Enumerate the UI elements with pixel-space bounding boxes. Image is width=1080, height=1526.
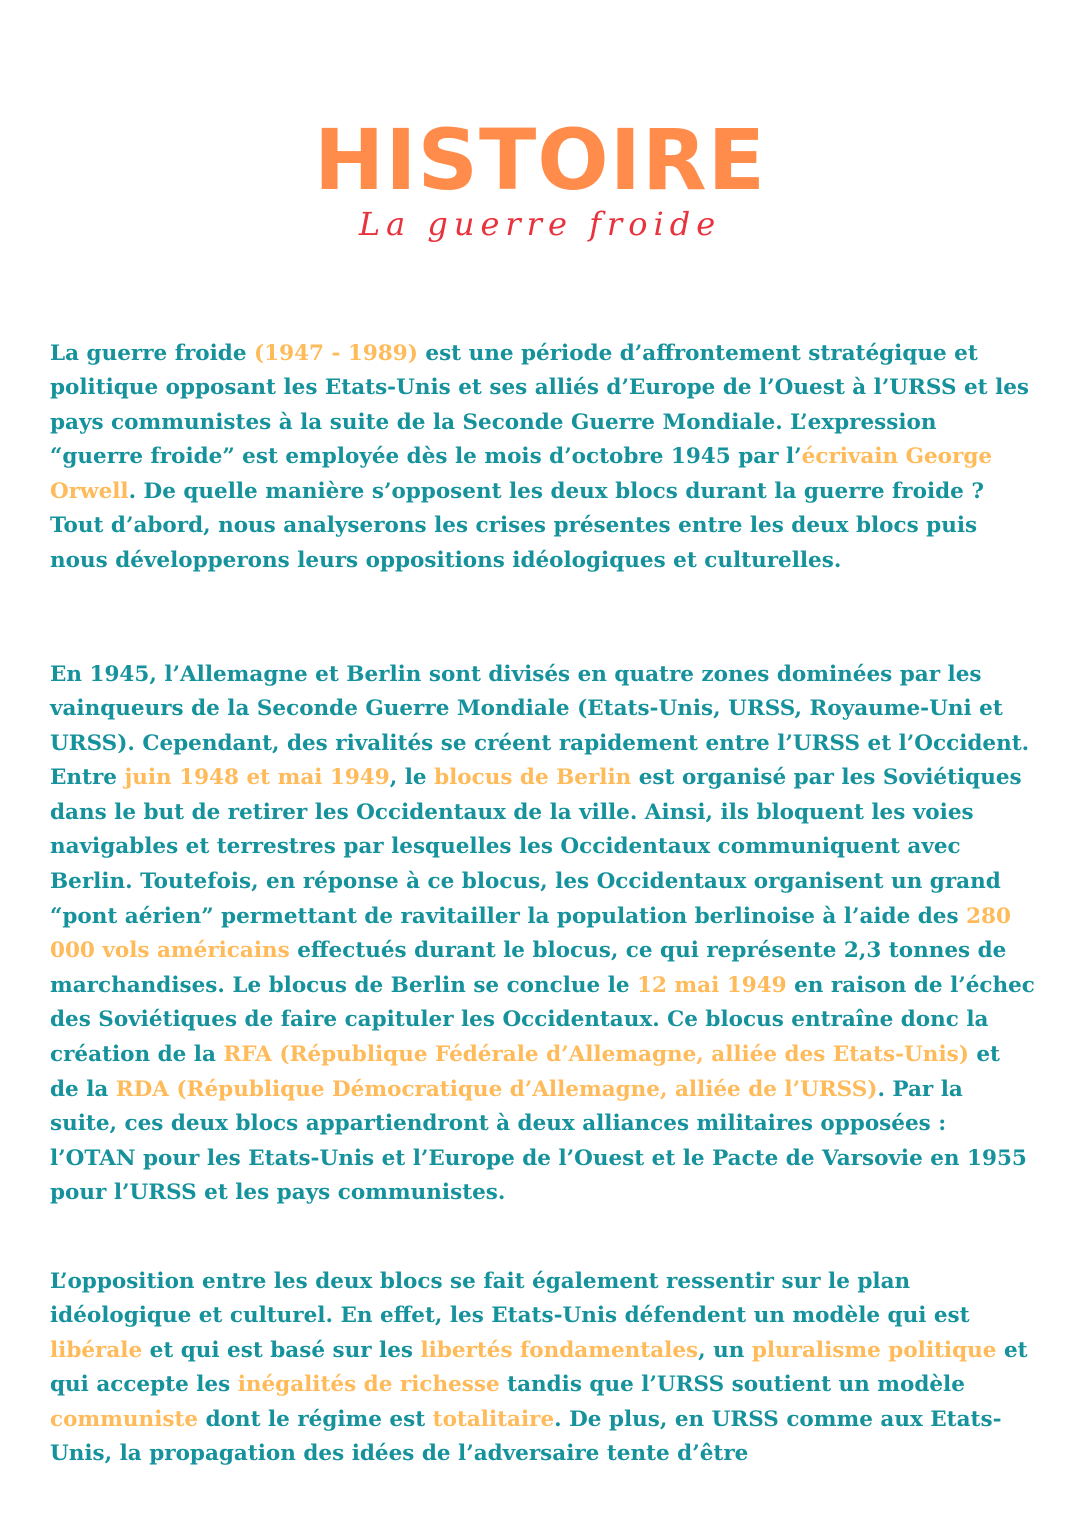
page-title: HISTOIRE [313, 111, 767, 209]
paragraph-ideological-opposition [50, 1265, 1035, 1473]
highlight-segment: communiste [50, 1406, 199, 1432]
text-segment: La guerre froide [50, 340, 254, 366]
highlight-segment: RDA (République Démocratique d’Allemagne, alliée de l’URSS) [115, 1076, 878, 1102]
highlight-segment: libertés fondamentales [420, 1337, 699, 1363]
text-segment: et qui accepte les [50, 1337, 1028, 1398]
text-segment: dont le régime est [198, 1406, 433, 1432]
text-segment: En 1945, l’Allemagne et Berlin sont divisés en quatre zones dominées par les vainqueurs de la Seconde Guerre Mondiale (Etats-Unis, URSS, Royaume-Uni et URSS). Cependant, des rivalités se créent rapidement entre l’URSS et l’Occident. Entre [50, 661, 1030, 791]
page-subtitle: La guerre froide [358, 205, 722, 243]
highlight-segment: écrivain George Orwell [50, 444, 993, 504]
highlight-segment: totalitaire [432, 1406, 555, 1432]
text-segment: est organisé par les Soviétiques dans le but de retirer les Occidentaux de la ville. Ainsi, ils bloquent les voies navigables et terrestres par lesquelles les Occidentaux communiquent avec Berlin. Toutefois, en réponse à ce blocus, les Occidentaux organisent un grand “pont aérien” permettant de ravitailler la population berlinoise à l’aide des [50, 765, 1022, 929]
text-segment: tandis que l’URSS soutient un modèle [499, 1372, 965, 1398]
text-segment: , le [389, 765, 435, 791]
text-segment: est une période d’affrontement stratégique et politique opposant les Etats-Unis et ses alliés d’Europe de l’Ouest à l’URSS et les pays communistes à la suite de la Seconde Guerre Mondiale. L’expression “guerre froide” est employée dès le mois d’octobre 1945 par l’ [50, 340, 1030, 470]
highlight-segment: 280 000 vols américains [50, 903, 1011, 964]
highlight-segment: (1947 - 1989) [253, 340, 418, 366]
text-segment: . De quelle manière s’opposent les deux blocs durant la guerre froide ? Tout d’abord, nous analyserons les crises présentes entre les deux blocs puis nous développerons leurs oppositions idéologiques et culturelles. [50, 478, 984, 574]
text-segment: . De plus, en URSS comme aux Etats-Unis, la propagation des idées de l’adversaire tente d’être [50, 1406, 1002, 1467]
text-segment: et de la [50, 1042, 1000, 1102]
highlight-segment: inégalités de richesse [237, 1372, 500, 1398]
highlight-segment: pluralisme politique [751, 1337, 997, 1363]
highlight-segment: libérale [50, 1337, 143, 1363]
text-segment: et qui est basé sur les [142, 1337, 421, 1363]
highlight-segment: RFA (République Fédérale d’Allemagne, alliée des Etats-Unis) [223, 1042, 969, 1068]
text-segment: effectués durant le blocus, ce qui représente 2,3 tonnes de marchandises. Le blocus de Berlin se conclue le [50, 938, 1007, 998]
text-segment: , un [698, 1337, 752, 1363]
highlight-segment: juin 1948 et mai 1949 [124, 765, 390, 791]
highlight-segment: blocus de Berlin [434, 765, 632, 791]
paragraph-introduction [50, 337, 1035, 579]
text-segment: . Par la suite, ces deux blocs appartiendront à deux alliances militaires opposées : l’OTAN pour les Etats-Unis et l’Europe de l’Ouest et le Pacte de Varsovie en 1955 pour l’URSS et les pays communistes. [50, 1076, 1027, 1206]
text-segment: en raison de l’échec des Soviétiques de faire capituler les Occidentaux. Ce blocus entraîne donc la création de la [50, 972, 1035, 1068]
highlight-segment: 12 mai 1949 [637, 972, 787, 998]
paragraph-berlin-blockade [50, 658, 1035, 1212]
text-segment: L’opposition entre les deux blocs se fait également ressentir sur le plan idéologique et culturel. En effet, les Etats-Unis défendent un modèle qui est [50, 1268, 970, 1329]
